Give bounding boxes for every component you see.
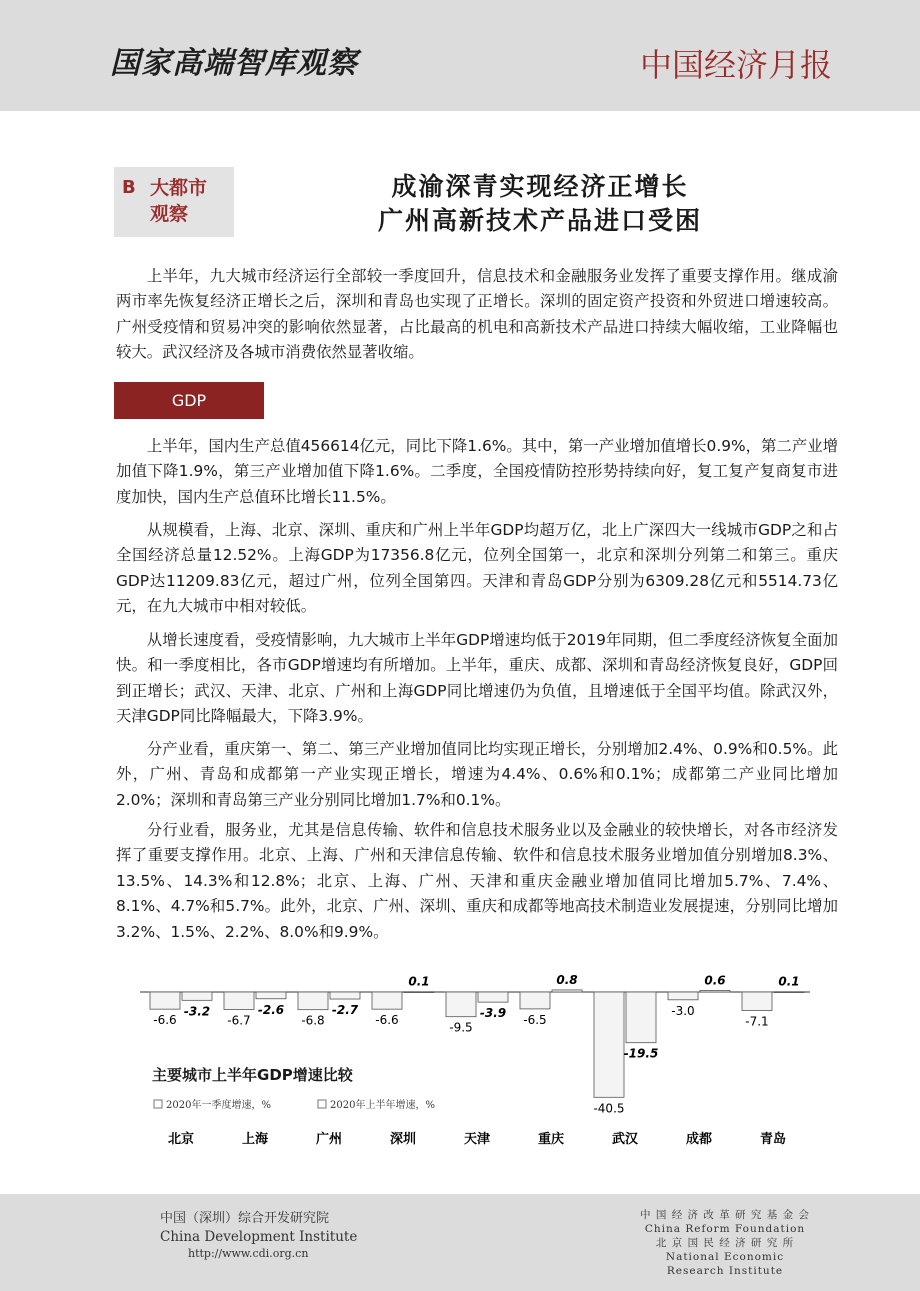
bar-h1-1 xyxy=(256,992,286,999)
value-label-h1-5: 0.8 xyxy=(556,972,578,987)
category-label-8: 青岛 xyxy=(759,1132,787,1147)
value-label-h1-4: -3.9 xyxy=(479,1006,507,1021)
gdp-section-header xyxy=(114,382,264,419)
intro-paragraph: 上半年，九大城市经济运行全部较一季度回升，信息技术和金融服务业发挥了重要支撑作用。继成渝两市率先恢复经济正增长之后，深圳和青岛也实现了正增长。深圳的固定资产投资和外贸进口增速较高。广州受疫情和贸易冲突的影响依然显著，占比最高的机电和高新技术产品进口持续大幅收缩，工业降幅也较大。武汉经济及各城市消费依然显著收缩。 xyxy=(116,267,838,362)
brand-logo-text: 国家高端智库观察 xyxy=(110,46,358,81)
body-paragraph-5: 分行业看，服务业，尤其是信息传输、软件和信息技术服务业以及金融业的较快增长，对各市经济发挥了重要支撑作用。北京、上海、广州和天津信息传输、软件和信息技术服务业增加值分别增加8.3%、13.5%、14.3%和12.8%；北京、上海、广州、天津和重庆金融业增加值同比增加5.7%、7.4%、8.1%、4.7%和5.7%。此外，北京、广州、深圳、重庆和成都等地高技术制造业发展提速，分别同比增加3.2%、1.5%、2.2%、8.0%和9.9%。 xyxy=(116,821,838,941)
value-label-h1-0: -3.2 xyxy=(183,1004,211,1019)
chart-category-labels xyxy=(168,1131,786,1147)
value-label-h1-7: 0.6 xyxy=(704,973,726,988)
category-label-4: 天津 xyxy=(463,1132,491,1147)
page-header xyxy=(0,0,920,111)
value-label-h1-8: 0.1 xyxy=(778,974,800,989)
bar-q1-4 xyxy=(446,992,476,1017)
bar-q1-2 xyxy=(298,992,328,1010)
report-name: 中国经济月报 xyxy=(639,46,832,84)
bar-h1-2 xyxy=(330,992,360,999)
value-label-q1-6: -40.5 xyxy=(593,1101,625,1116)
category-label-0: 北京 xyxy=(167,1132,195,1147)
bar-h1-3 xyxy=(404,992,434,993)
footer-cdi-cn: 中国（深圳）综合开发研究院 xyxy=(160,1211,330,1226)
body-paragraph-3: 从增长速度看，受疫情影响，九大城市上半年GDP增速均低于2019年同期，但二季度经济恢复全面加快。和一季度相比，各市GDP增速均有所增加。上半年，重庆、成都、深圳和青岛经济恢复良好，GDP回到正增长；武汉、天津、北京、广州和上海GDP同比增速仍为负值，且增速低于全国平均值。除武汉外，天津GDP同比降幅最大，下降3.9%。 xyxy=(116,631,838,726)
article-title xyxy=(290,170,790,238)
section-name-line2: 观察 xyxy=(150,203,189,225)
footer-crf-en: China Reform Foundation xyxy=(644,1223,806,1235)
chart-legend xyxy=(154,1098,435,1111)
value-label-h1-6: -19.5 xyxy=(623,1046,659,1061)
bar-h1-7 xyxy=(700,990,730,992)
category-label-6: 武汉 xyxy=(611,1132,639,1147)
bar-q1-8 xyxy=(742,992,772,1010)
value-label-q1-1: -6.7 xyxy=(227,1013,251,1028)
value-label-h1-2: -2.7 xyxy=(331,1003,359,1018)
category-label-2: 广州 xyxy=(315,1132,343,1147)
value-label-h1-3: 0.1 xyxy=(408,974,430,989)
value-label-q1-4: -9.5 xyxy=(449,1020,473,1035)
legend-swatch-h1 xyxy=(318,1100,326,1108)
bar-q1-7 xyxy=(668,992,698,1000)
bar-h1-5 xyxy=(552,990,582,992)
footer-neri-en: National Economic Research Institute xyxy=(665,1251,785,1277)
value-label-q1-3: -6.6 xyxy=(375,1013,399,1028)
section-name-line1: 大都市 xyxy=(150,177,208,199)
value-label-h1-1: -2.6 xyxy=(257,1002,285,1017)
legend-swatch-q1 xyxy=(154,1100,162,1108)
bar-q1-0 xyxy=(150,992,180,1009)
gdp-section-label: GDP xyxy=(171,391,207,410)
footer-neri-cn: 北 京 国 民 经 济 研 究 所 xyxy=(655,1237,795,1249)
title-line2: 广州高新技术产品进口受困 xyxy=(377,206,702,235)
bar-q1-6 xyxy=(594,992,624,1097)
value-label-q1-8: -7.1 xyxy=(745,1014,769,1029)
footer-partners xyxy=(640,1208,810,1278)
footer-crf-cn: 中 国 经 济 改 革 研 究 基 金 会 xyxy=(640,1209,810,1221)
page-footer xyxy=(0,1194,920,1291)
bar-h1-0 xyxy=(182,992,212,1000)
gdp-growth-chart xyxy=(140,960,820,1160)
legend-label-h1: 2020年上半年增速，% xyxy=(330,1100,435,1111)
footer-cdi-url[interactable]: http://www.cdi.org.cn xyxy=(188,1247,309,1260)
category-label-1: 上海 xyxy=(241,1132,269,1147)
body-paragraph-2: 从规模看，上海、北京、深圳、重庆和广州上半年GDP均超万亿，北上广深四大一线城市GDP之和占全国经济总量12.52%。上海GDP为17356.8亿元，位列全国第一，北京和深圳分列第二和第三。重庆GDP达11209.83亿元，超过广州，位列全国第四。天津和青岛GDP分别为6309.28亿元和5514.73亿元，在九大城市中相对较低。 xyxy=(116,521,838,616)
footer-cdi xyxy=(160,1210,357,1262)
body-paragraph-4: 分产业看，重庆第一、第二、第三产业增加值同比均实现正增长，分别增加2.4%、0.9%和0.5%。此外，广州、青岛和成都第一产业实现正增长，增速为4.4%、0.6%和0.1%；成都第二产业同比增加2.0%；深圳和青岛第三产业分别同比增加1.7%和0.1%。 xyxy=(116,740,838,809)
value-label-q1-7: -3.0 xyxy=(671,1003,695,1018)
value-label-q1-5: -6.5 xyxy=(523,1012,547,1027)
bar-q1-3 xyxy=(372,992,402,1009)
value-label-q1-0: -6.6 xyxy=(153,1013,177,1028)
title-line1: 成渝深青实现经济正增长 xyxy=(391,172,689,201)
chart-title: 主要城市上半年GDP增速比较 xyxy=(152,1066,353,1084)
body-paragraph-1: 上半年，国内生产总值456614亿元，同比下降1.6%。其中，第一产业增加值增长0.9%，第二产业增加值下降1.9%，第三产业增加值下降1.6%。二季度，全国疫情防控形势持续向好，复工复产复商复市进度加快，国内生产总值环比增长11.5%。 xyxy=(116,437,839,506)
section-name xyxy=(150,175,207,227)
category-label-5: 重庆 xyxy=(537,1132,565,1147)
legend-label-q1: 2020年一季度增速，% xyxy=(166,1100,271,1111)
bar-q1-5 xyxy=(520,992,550,1009)
value-label-q1-2: -6.8 xyxy=(301,1013,325,1028)
section-tag xyxy=(114,167,234,237)
footer-cdi-en: China Development Institute xyxy=(160,1229,358,1245)
bar-h1-8 xyxy=(774,992,804,993)
bar-h1-4 xyxy=(478,992,508,1002)
category-label-7: 成都 xyxy=(685,1132,713,1147)
bar-q1-1 xyxy=(224,992,254,1009)
bar-h1-6 xyxy=(626,992,656,1043)
category-label-3: 深圳 xyxy=(389,1132,417,1147)
section-letter: B xyxy=(122,177,136,198)
